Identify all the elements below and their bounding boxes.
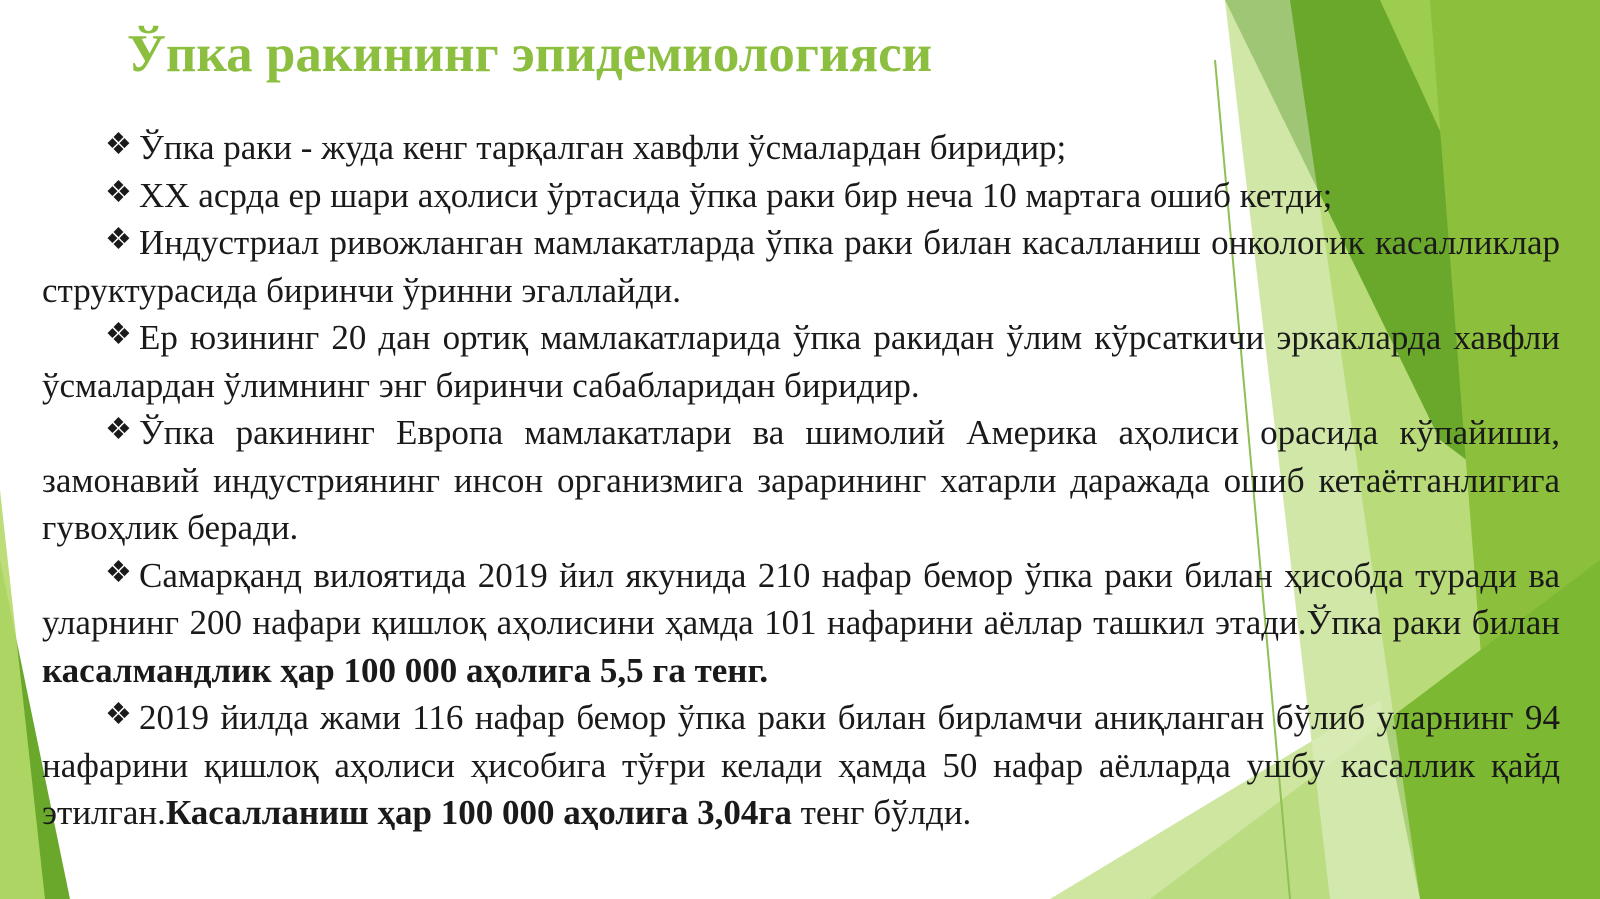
list-item-text: XX асрда ер шари аҳолиси ўртасида ўпка раки бир неча 10 мартага ошиб кетди;	[139, 175, 1333, 215]
list-item-bold-text: касалмандлик ҳар 100 000 аҳолига 5,5 га тенг.	[42, 650, 769, 690]
bullet-list	[42, 124, 1560, 837]
diamond-bullet-icon: ❖	[105, 318, 132, 351]
list-item	[42, 314, 1560, 409]
list-item-text-after: тенг бўлди.	[791, 793, 972, 832]
diamond-bullet-icon: ❖	[105, 555, 132, 589]
diamond-bullet-icon: ❖	[105, 223, 132, 256]
list-item-text: 2019 йилда жами 116 нафар бемор ўпка раки билан бирламчи аниқланган бўлиб уларнинг 94 нафарини қишлоқ аҳолиси ҳисобига тўғри келади ҳамда 50 нафар аёлларда ушбу касаллик қайд этилган.	[42, 698, 1560, 832]
list-item	[42, 409, 1560, 552]
list-item-text: Индустриал ривожланган мамлакатларда ўпка раки билан касалланиш онкологик касалликлар структурасида биринчи ўринни эгаллайди.	[42, 223, 1560, 310]
diamond-bullet-icon: ❖	[105, 128, 132, 161]
list-item-bold-text: Касалланиш ҳар 100 000 аҳолига 3,04га	[165, 793, 792, 832]
list-item	[42, 694, 1560, 837]
list-item-text: Ўпка ракининг Европа мамлакатлари ва шимолий Америка аҳолиси орасида кўпайиши, замонавий индустриянинг инсон организмига зарарининг хатарли даражада ошиб кетаётганлигига гувоҳлик беради.	[42, 413, 1560, 547]
green-panel-left-light	[0, 490, 45, 899]
list-item	[42, 124, 1560, 172]
list-item-text: Ўпка раки - жуда кенг тарқалган хавфли ўсмалардан биридир;	[139, 128, 1067, 167]
list-item	[42, 172, 1560, 220]
list-item	[42, 552, 1560, 695]
list-item	[42, 219, 1560, 314]
diamond-bullet-icon: ❖	[105, 175, 132, 209]
slide-title: Ўпка ракининг эпидемиологияси	[127, 25, 933, 83]
list-item-text: Самарқанд вилоятида 2019 йил якунида 210 нафар бемор ўпка раки билан ҳисобда туради ва уларнинг 200 нафари қишлоқ аҳолисини ҳамда 101 нафарини аёллар ташкил этади.Ўпка раки билан	[42, 555, 1560, 642]
list-item-text: Ер юзининг 20 дан ортиқ мамлакатларида ўпка ракидан ўлим кўрсаткичи эркакларда хавфли ўсмалардан ўлимнинг энг биринчи сабабларидан биридир.	[42, 318, 1560, 405]
diamond-bullet-icon: ❖	[105, 698, 132, 731]
diamond-bullet-icon: ❖	[105, 413, 132, 446]
